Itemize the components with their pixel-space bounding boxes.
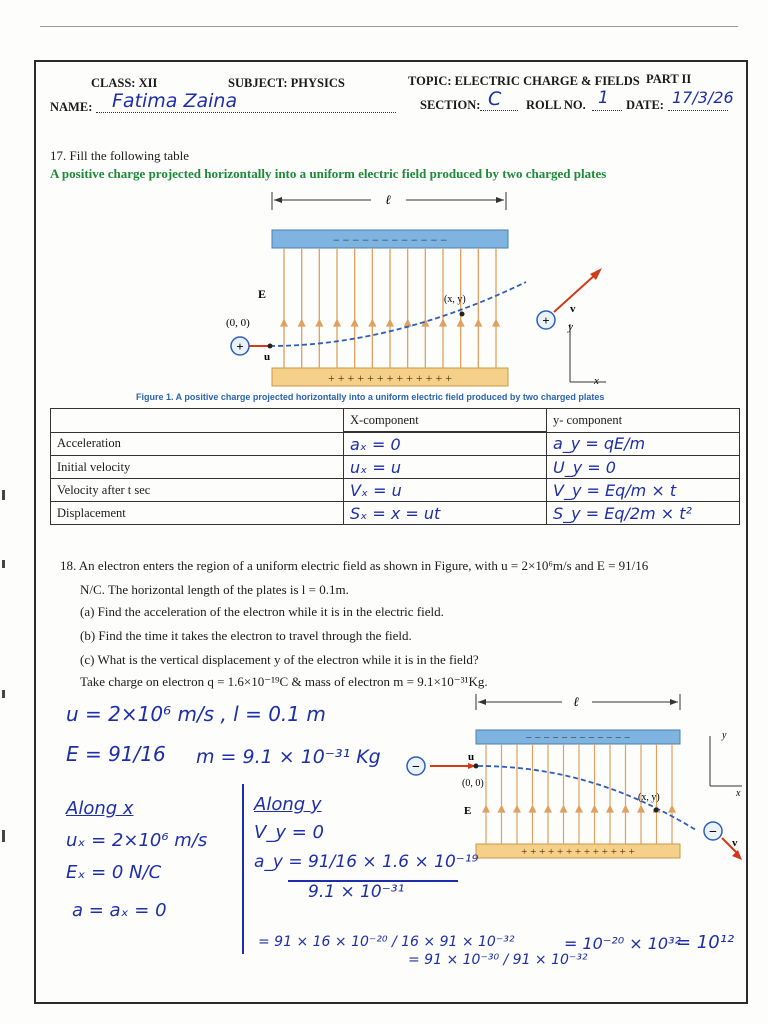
field-arrowhead [440,320,446,326]
row-x-value: Vₓ = u [344,479,547,502]
fig2-origin-label: (0, 0) [462,778,484,789]
field-arrowhead [475,320,481,326]
hand-along-y-3: 9.1 × 10⁻³¹ [308,882,405,902]
field-arrowhead [369,320,375,326]
fig1-x-axis: x [594,375,599,387]
row-y-value: a_y = qE/m [547,432,740,456]
fig2-point-label: (x, y) [638,792,660,803]
field-arrowhead [669,806,675,812]
field-arrowhead [530,806,536,812]
fig1-charge-exit-sign: + [542,313,550,328]
figure-positive-charge [166,186,606,392]
hand-along-y-title: Along y [254,794,322,815]
row-label: Acceleration [51,432,344,456]
fig2-u-label: u [468,751,475,763]
name-label: NAME: [50,100,93,114]
q18-part-c: (c) What is the vertical displacement y of the electron while it is in the field? [80,652,479,667]
hand-along-y-1: V_y = 0 [254,822,324,843]
fig2-positive-plate-signs: + + + + + + + + + + + + + [521,846,635,858]
field-arrowhead [405,320,411,326]
hand-along-x-2: Eₓ = 0 N/C [66,862,162,883]
hand-calc-4: = 10¹² [676,932,735,953]
row-label: Velocity after t sec [51,479,344,502]
fig1-point-label: (x, y) [444,294,466,305]
fig2-field-label: E [464,805,472,817]
fig1-charge-sign: + [236,339,244,354]
fig2-electron-sign: − [412,760,420,775]
row-label: Displacement [51,502,344,525]
field-arrowhead [576,806,582,812]
field-arrowhead [545,806,551,812]
name-value: Fatima Zaina [112,90,238,112]
fig2-trajectory [478,766,696,830]
scan-mark [2,560,5,568]
field-arrowhead [316,320,322,326]
fig2-electron-exit-sign: − [709,825,717,840]
q18-given: Take charge on electron q = 1.6×10⁻¹⁹C & mass of electron m = 9.1×10⁻³¹Kg. [80,674,488,689]
section-value: C [488,88,502,110]
roll-line [592,110,622,111]
date-label: DATE: [626,98,664,112]
hand-given-1: u = 2×10⁶ m/s , l = 0.1 m [66,702,326,726]
fig2-y-axis: y [722,730,727,741]
name-line [96,112,396,113]
fig1-y-axis: y [568,321,573,333]
table-row [51,456,740,479]
hand-along-x-1: uₓ = 2×10⁶ m/s [66,830,208,851]
table-header-cell [51,409,344,433]
field-arrowhead [638,806,644,812]
q17-subtitle: A positive charge projected horizontally into a uniform electric field produced by two charged plates [50,166,607,181]
q18-line1: 18. An electron enters the region of a uniform electric field as shown in Figure, with u = 2×10⁶m/s and E = 91/16 [60,558,649,573]
fig1-field-label: E [258,287,267,301]
hand-given-2-left: E = 91/16 [66,742,166,766]
hand-along-x-title: Along x [66,798,134,819]
table-row [51,502,740,525]
q17-prompt: 17. Fill the following table [50,148,190,163]
hand-calc-2: = 91 × 10⁻³⁰ / 91 × 10⁻³² [408,952,588,968]
scan-mark [2,490,5,500]
table-header-row [51,409,740,433]
hand-given-2-right: m = 9.1 × 10⁻³¹ Kg [196,746,381,768]
date-value: 17/3/26 [672,88,734,107]
topic-label: TOPIC: ELECTRIC CHARGE & FIELDS [408,74,640,88]
scan-mark [2,690,5,698]
row-x-value: Sₓ = x = ut [344,502,547,525]
fig2-negative-plate-signs: − − − − − − − − − − − − [525,732,631,744]
row-x-value: uₓ = u [344,456,547,479]
roll-value: 1 [598,88,609,108]
table-header-cell: y- component [547,409,740,433]
field-arrowhead [334,320,340,326]
fig1-caption: Figure 1. A positive charge projected horizontally into a uniform electric field produced by two charged plates [136,392,605,402]
fig2-length-label: ℓ [573,694,579,709]
fig1-negative-plate-signs: − − − − − − − − − − − − [332,233,448,247]
class-label: CLASS: XII [91,76,158,90]
field-arrowhead [483,806,489,812]
section-line [480,110,518,111]
roll-label: ROLL NO. [526,98,586,112]
field-arrowhead [623,806,629,812]
row-y-value: V_y = Eq/m × t [547,479,740,502]
row-y-value: S_y = Eq/2m × t² [547,502,740,525]
worksheet [34,60,748,1004]
fig1-trajectory [270,282,526,346]
field-arrowhead [299,320,305,326]
hand-calc-1: = 91 × 16 × 10⁻²⁰ / 16 × 91 × 10⁻³² [258,934,515,950]
fig1-v-label: v [570,303,576,315]
hand-divider [242,784,244,954]
figure-electron [376,690,748,870]
fig1-origin-dot [268,344,273,349]
q18-line2: N/C. The horizontal length of the plates is l = 0.1m. [80,582,349,597]
q18-part-b: (b) Find the time it takes the electron to travel through the field. [80,628,412,643]
date-line [668,110,728,111]
field-arrowhead [592,806,598,812]
part-label: PART II [646,72,692,86]
q18-part-a: (a) Find the acceleration of the electron while it is in the electric field. [80,604,444,619]
scan-mark [2,830,5,842]
fig1-u-label: u [264,351,271,363]
fig2-v-label: v [732,837,738,849]
table-row [51,479,740,502]
fig2-x-axis: x [736,788,741,799]
row-y-value: U_y = 0 [547,456,740,479]
field-arrowhead [387,320,393,326]
subject-label: SUBJECT: PHYSICS [228,76,345,90]
fig1-positive-plate-signs: + + + + + + + + + + + + + [328,371,452,385]
table-header-cell: X-component [344,409,547,433]
fig1-point-dot [460,312,465,317]
field-arrowhead [499,806,505,812]
field-arrowhead [458,320,464,326]
section-label: SECTION: [420,98,481,112]
field-arrowhead [281,320,287,326]
field-arrowhead [561,806,567,812]
fig1-length-label: ℓ [385,192,391,207]
hand-calc-3: = 10⁻²⁰ × 10³² [564,934,681,953]
row-x-value: aₓ = 0 [344,432,547,456]
row-label: Initial velocity [51,456,344,479]
hand-along-y-2: a_y = 91/16 × 1.6 × 10⁻¹⁹ [254,852,479,872]
component-table [50,408,740,525]
page-top-rule [40,26,738,27]
table-row [51,432,740,456]
field-arrowhead [352,320,358,326]
fig1-origin-label: (0, 0) [226,317,250,329]
field-arrowhead [493,320,499,326]
field-arrowhead [514,806,520,812]
hand-along-x-3: a = aₓ = 0 [72,900,167,921]
field-arrowhead [607,806,613,812]
